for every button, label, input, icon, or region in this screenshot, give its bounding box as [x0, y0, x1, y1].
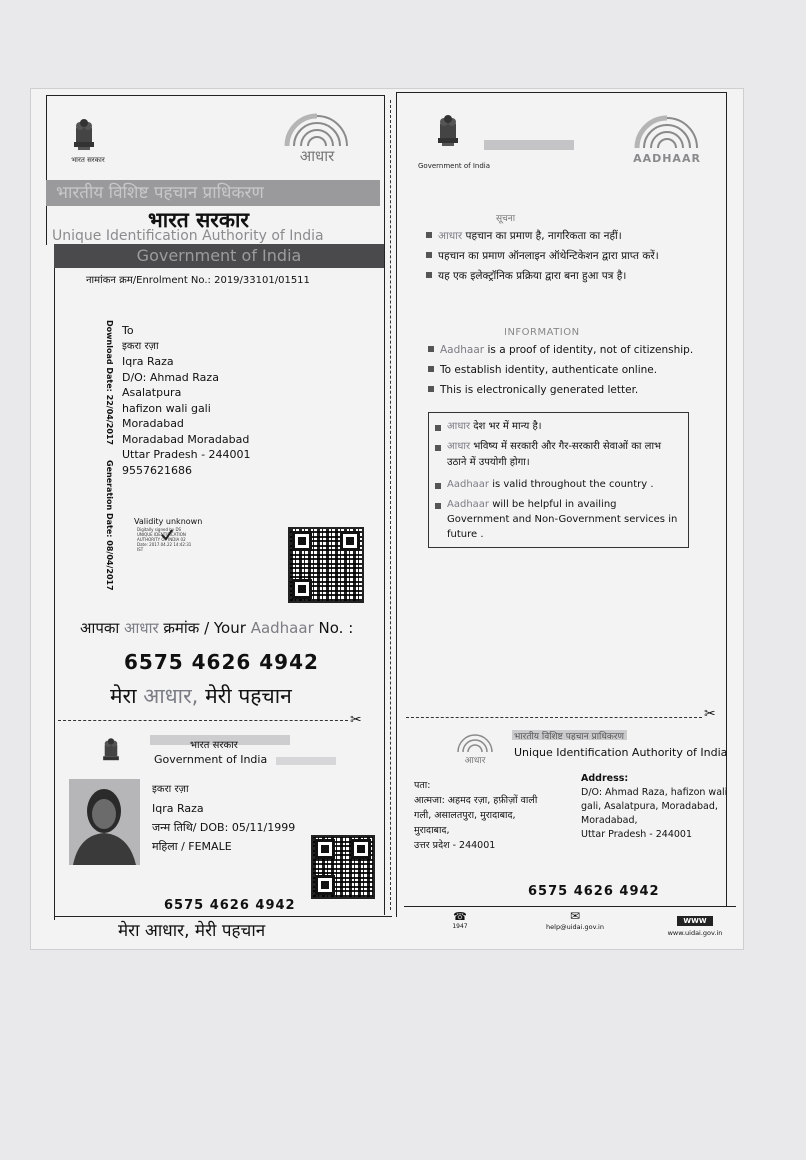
notice-item [426, 226, 716, 246]
card-dob: 05/11/1999 [231, 821, 296, 834]
card-uidai-hindi: भारतीय विशिष्ट पहचान प्राधिकरण [514, 732, 624, 742]
card-gender: महिला / FEMALE [152, 840, 232, 853]
notice-hindi-list [426, 226, 716, 286]
www-icon: WWW [677, 916, 712, 926]
card-details [152, 780, 295, 856]
uidai-english-title: Unique Identification Authority of India [52, 228, 324, 244]
generation-date: Generation Date: 08/04/2017 [105, 460, 114, 591]
gov-hindi-title: भारत सरकार [148, 208, 250, 232]
card-name: Iqra Raza [152, 802, 204, 815]
info-item [428, 340, 718, 360]
address-phone: 9557621686 [122, 463, 192, 477]
box-text: will be helpful in availing Government and Non-Government services in future . [447, 499, 678, 540]
address-hindi-line: आत्मजा: अहमद रज़ा, हफ़ीज़ों वाली [414, 795, 538, 806]
validity-text: Validity unknown [134, 517, 203, 526]
qr-code-card [311, 835, 375, 899]
footer-web [660, 908, 730, 937]
tagline-part: मेरा [110, 684, 137, 708]
card-address-english [581, 772, 727, 842]
address-english-line: gali, Asalatpura, Moradabad, [581, 801, 718, 812]
address-english-line: D/O: Ahmad Raza, hafizon wali [581, 787, 728, 798]
notice-item [426, 246, 716, 266]
card-uidai-english: Unique Identification Authority of India [514, 746, 728, 759]
tagline [110, 682, 292, 710]
address-english-line: Moradabad, [581, 815, 638, 826]
label-accent: Aadhaar [250, 619, 314, 637]
info-title: INFORMATION [504, 327, 580, 338]
box-item [435, 439, 682, 471]
sig-line: AUTHORITY OF INDIA 02 [137, 537, 186, 542]
aadhaar-logo-icon [272, 112, 362, 167]
phone-icon: ☎ [453, 910, 467, 923]
footer-phone [450, 910, 470, 930]
bottom-tagline: मेरा आधार, मेरी पहचान [118, 921, 266, 941]
card-address-hindi [414, 778, 537, 853]
emblem-caption-right: Government of India [418, 162, 491, 170]
ashoka-emblem-icon [70, 114, 98, 154]
validity-info-box [428, 412, 689, 548]
label-accent: आधार [124, 619, 159, 637]
box-text: भविष्य में सरकारी और गैर-सरकारी सेवाओं का लाभ उठाने में उपयोगी होगा। [447, 441, 662, 468]
sig-line: UNIQUE IDENTIFICATION [137, 532, 186, 537]
footer-web-text: www.uidai.gov.in [667, 929, 723, 937]
qr-code-letter [288, 527, 364, 603]
address-line4: Moradabad Moradabad [122, 432, 250, 446]
address-name: Iqra Raza [122, 355, 174, 368]
card-aadhaar-number: 6575 4626 4942 [164, 898, 296, 913]
footer-email-text: help@uidai.gov.in [546, 923, 604, 931]
ashoka-emblem-icon-right [434, 110, 462, 150]
box-item [435, 477, 682, 493]
card-gov-english: Government of India [154, 753, 268, 766]
notice-title: सूचना [496, 214, 516, 224]
notice-text: पहचान का प्रमाण ऑनलाइन ऑथेन्टिकेशन द्वारा प्राप्त करें। [438, 250, 659, 262]
aadhaar-logo-icon-right [622, 110, 712, 168]
notice-accent: आधार [438, 230, 463, 242]
address-english-label: Address: [581, 773, 629, 784]
card-dob-label: जन्म तिथि/ DOB: [152, 821, 229, 834]
cut-line-left [58, 720, 348, 721]
fold-line-vertical [390, 100, 391, 910]
cut-line-right [406, 717, 702, 718]
frame-top-left [46, 95, 384, 96]
aadhaar-number-label [80, 618, 353, 638]
card-gov-hindi: भारत सरकार [190, 740, 238, 751]
download-date: Download Date: 22/04/2017 [105, 320, 114, 446]
frame-left [54, 265, 55, 920]
mail-icon: ✉ [569, 909, 581, 923]
frame-left-upper [46, 95, 47, 245]
address-to: To [122, 324, 134, 337]
tagline-accent: आधार, [143, 684, 199, 708]
notice-text: यह एक इलेक्ट्रॉनिक प्रक्रिया द्वारा बना हुआ पत्र है। [438, 270, 627, 282]
frame-top-right [396, 92, 726, 93]
card-logo-text: आधार [464, 756, 486, 766]
address-hindi-label: पता: [414, 780, 431, 791]
box-item [435, 419, 682, 435]
address-line3: Moradabad [122, 417, 184, 430]
scissors-icon: ✂ [704, 706, 716, 722]
recipient-address [122, 323, 302, 478]
frame-bottom-left [54, 916, 392, 917]
banner-hindi: भारतीय विशिष्ट पहचान प्राधिकरण [56, 183, 264, 203]
info-item [428, 360, 718, 380]
address-line2: hafizon wali gali [122, 401, 211, 415]
address-relation: D/O: Ahmad Raza [122, 370, 219, 384]
box-item [435, 497, 682, 542]
info-item [428, 380, 718, 400]
address-hindi-line: उत्तर प्रदेश - 244001 [414, 840, 496, 851]
footer-email [530, 909, 620, 931]
aadhaar-number-main: 6575 4626 4942 [124, 650, 319, 674]
sig-line: Date: 2017.04.22 14:42:31 [137, 542, 192, 547]
notice-text: पहचान का प्रमाण है, नागरिकता का नहीं। [465, 230, 622, 242]
frame-mid-b [396, 92, 397, 917]
footer-phone-number: 1947 [452, 923, 468, 930]
enrolment-number: 2019/33101/01511 [214, 275, 310, 286]
sig-line: IST [137, 547, 144, 552]
aadhaar-logo-text: आधार [299, 147, 335, 165]
box-accent: Aadhaar [447, 479, 490, 490]
sig-line: Digitally signed by DS [137, 527, 182, 532]
box-accent: Aadhaar [447, 499, 490, 510]
address-name-hindi: इकरा रज़ा [122, 340, 159, 352]
gov-english-banner [54, 244, 384, 268]
label-part: No. : [318, 619, 354, 637]
info-text: is a proof of identity, not of citizenship. [487, 344, 694, 356]
redaction-bar [484, 140, 574, 150]
address-hindi-line: मुरादाबाद, [414, 825, 450, 836]
enrolment-line [86, 272, 310, 286]
info-english-list [428, 340, 718, 400]
aadhaar-logo-card-icon [452, 730, 498, 768]
uidai-banner [46, 180, 380, 206]
emblem-caption: भारत सरकार [71, 156, 105, 164]
gov-english-title: Government of India [136, 246, 302, 265]
box-text: देश भर में मान्य है। [473, 421, 542, 432]
aadhaar-logo-text-right: AADHAAR [633, 152, 701, 165]
box-accent: आधार [447, 441, 471, 452]
address-english-line: Uttar Pradesh - 244001 [581, 829, 693, 840]
card-holder-photo [69, 779, 140, 865]
scissors-icon: ✂ [350, 712, 362, 728]
address-hindi-line: गली, असालतपुरा, मुरादाबाद, [414, 810, 516, 821]
redaction-bar [276, 757, 336, 765]
enrolment-label: नामांकन क्रम/Enrolment No.: [86, 275, 211, 286]
address-line1: Asalatpura [122, 386, 182, 399]
ashoka-emblem-card-icon [100, 734, 122, 766]
card-back-aadhaar-number: 6575 4626 4942 [528, 884, 660, 899]
frame-bottom-right [404, 906, 736, 907]
label-part: क्रमांक / Your [163, 619, 246, 637]
label-part: आपका [80, 619, 120, 637]
info-text: This is electronically generated letter. [440, 384, 639, 396]
info-accent: Aadhaar [440, 344, 485, 356]
card-name-hindi: इकरा रज़ा [152, 784, 189, 795]
tagline-part: मेरी पहचान [205, 684, 292, 708]
box-accent: आधार [447, 421, 471, 432]
signature-check-icon [160, 527, 174, 541]
address-line5: Uttar Pradesh - 244001 [122, 448, 251, 461]
notice-item [426, 266, 716, 286]
info-text: To establish identity, authenticate online. [440, 364, 658, 376]
box-text: is valid throughout the country . [492, 479, 654, 490]
frame-mid-a [384, 95, 385, 915]
